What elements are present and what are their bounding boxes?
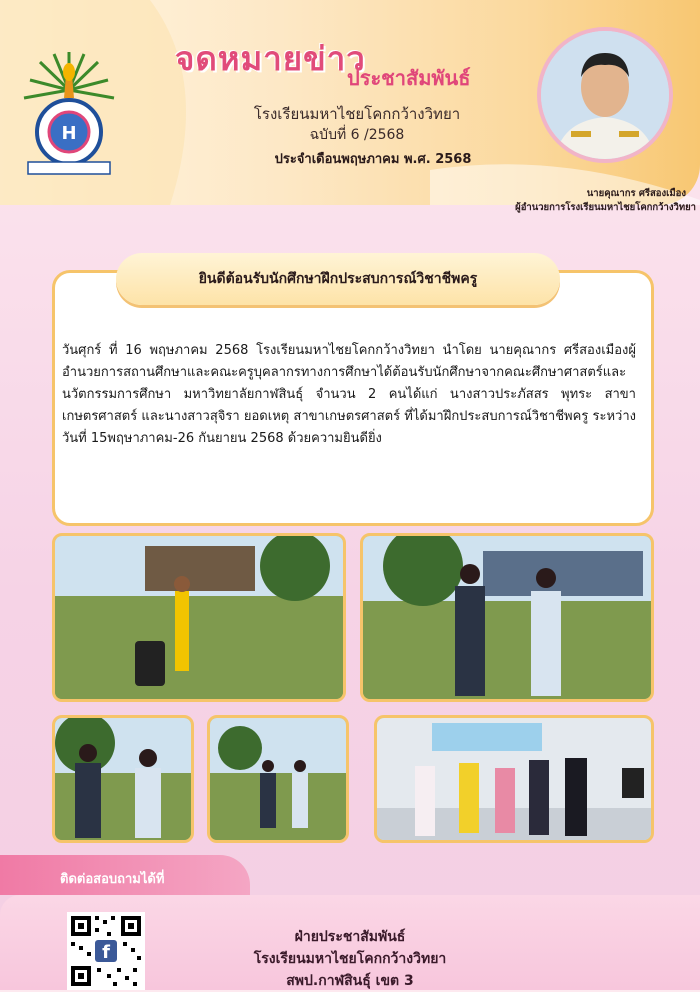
contact-label: ติดต่อสอบถามได้ที่: [60, 872, 165, 887]
photo-4: [207, 715, 349, 843]
director-portrait: [537, 27, 673, 163]
issue-month: ประจำเดือนพฤษภาคม พ.ศ. 2568: [274, 152, 472, 167]
photo-1: [52, 533, 346, 702]
newsletter-title: จดหมายข่าว: [175, 39, 366, 78]
contact-department: ฝ่ายประชาสัมพันธ์: [294, 929, 406, 945]
facebook-qr-code-icon[interactable]: [67, 912, 145, 990]
school-name: โรงเรียนมหาไชยโคกกว้างวิทยา: [253, 105, 461, 123]
director-title: ผู้อำนวยการโรงเรียนมหาไชยโคกกว้างวิทยา: [515, 202, 696, 213]
svg-text:H: H: [61, 123, 77, 144]
photo-2: [360, 533, 654, 702]
photo-5: [374, 715, 654, 843]
issue-number: ฉบับที่ 6 /2568: [309, 127, 405, 143]
contact-school: โรงเรียนมหาไชยโคกกว้างวิทยา: [253, 951, 447, 967]
photo-3: [52, 715, 194, 843]
newsletter-subtitle: ประชาสัมพันธ์: [347, 66, 471, 90]
school-logo-icon: [20, 50, 118, 180]
svg-text:f: f: [102, 942, 110, 963]
article-heading: ยินดีต้อนรับนักศึกษาฝึกประสบการณ์วิชาชีพครู: [116, 253, 560, 305]
contact-district: สพป.กาฬสินธุ์ เขต 3: [286, 973, 414, 989]
article-body: วันศุกร์ ที่ 16 พฤษภาคม 2568 โรงเรียนมหาไชยโคกกว้างวิทยา นำโดย นายคุณากร ศรีสองเมืองผู้อำนวยการสถานศึกษาและคณะครูบุคลากรทางการศึกษาได้ต้อนรับนักศึกษาจากคณะศึกษาศาสตร์และนวัตกรรมการศึกษา มหาวิทยาลัยกาฬสินธุ์ จำนวน 2 คนได้แก่ นางสาวประภัสสร พุทระ สาขาเกษตรศาสตร์ และนางสาวสุจิรา ยอดเหตุ สาขาเกษตรศาสตร์ ที่ได้มาฝึกประสบการณ์วิชาชีพครู ระหว่างวันที่ 15พฤษาภาคม-26 กันยายน 2568 ด้วยความยินดียิ่ง: [62, 343, 636, 446]
director-name: นายคุณากร ศรีสองเมือง: [586, 188, 686, 199]
